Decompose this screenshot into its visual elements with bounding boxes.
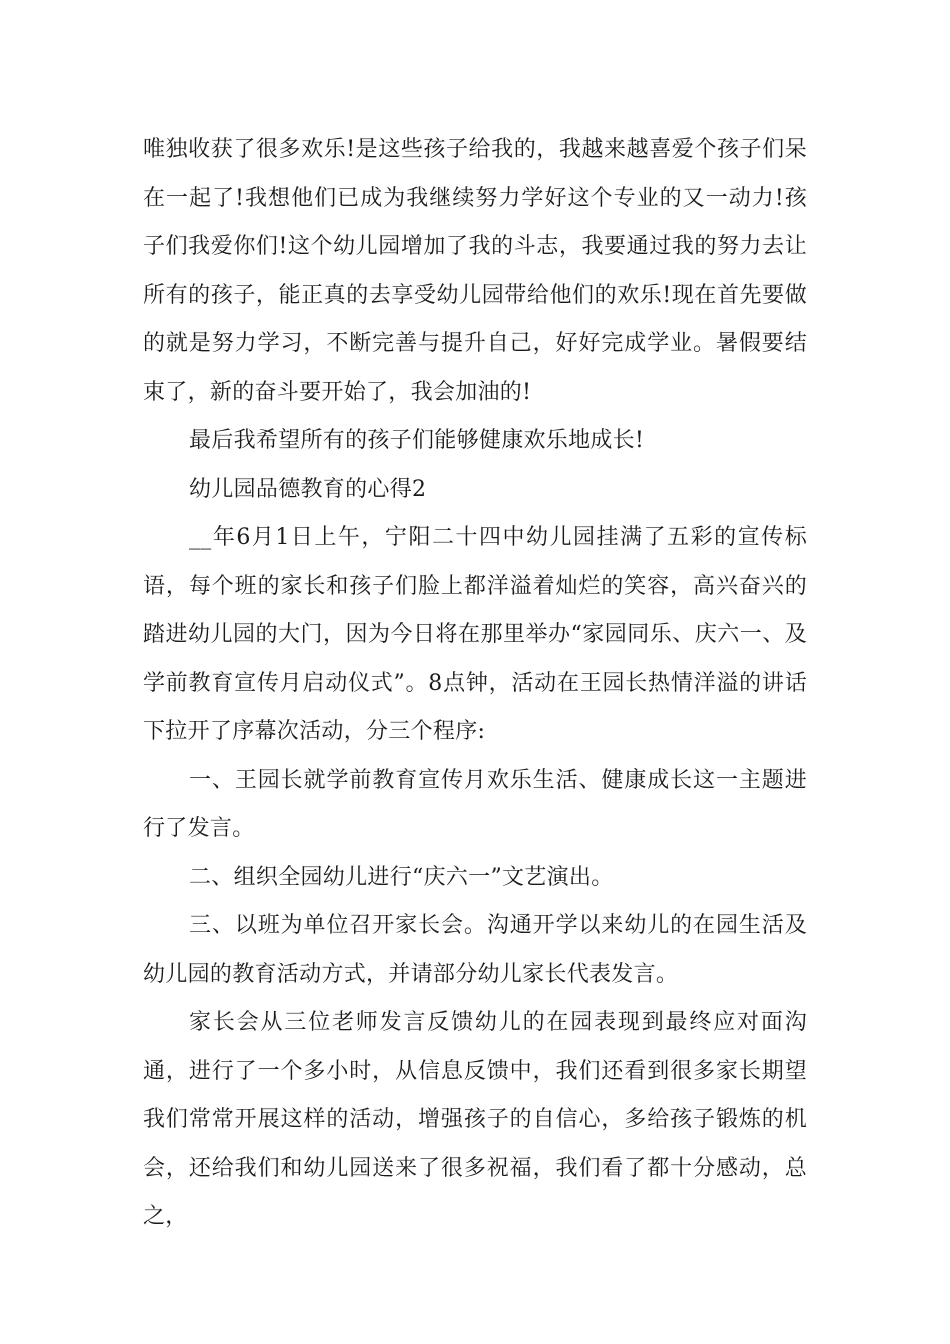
- list-item-one: 一、王园长就学前教育宣传月欢乐生活、健康成长这一主题进行了发言。: [143, 767, 807, 841]
- paragraph-parent-meeting: 家长会从三位老师发言反馈幼儿的在园表现到最终应对面沟通，进行了一个多小时，从信息反馈中，我们还看到很多家长期望我们常常开展这样的活动，增强孩子的自信心，多给孩子锻炼的机会，还给我们和幼儿园送来了很多祝福，我们看了都十分感动，总之，: [143, 1010, 807, 1229]
- paragraph-continuation: 唯独收获了很多欢乐!是这些孩子给我的，我越来越喜爱个孩子们呆在一起了!我想他们已成为我继续努力学好这个专业的又一动力!孩子们我爱你们!这个幼儿园增加了我的斗志，我要通过我的努力去让所有的孩子，能正真的去享受幼儿园带给他们的欢乐!现在首先要做的就是努力学习，不断完善与提升自己，好好完成学业。暑假要结束了，新的奋斗要开始了，我会加油的!: [143, 137, 807, 405]
- paragraph-closing-wish: 最后我希望所有的孩子们能够健康欢乐地成长!: [189, 428, 645, 453]
- document-body: [143, 126, 807, 1242]
- list-item-three: 三、以班为单位召开家长会。沟通开学以来幼儿的在园生活及幼儿园的教育活动方式，并请部分幼儿家长代表发言。: [143, 913, 807, 987]
- list-item-two: 二、组织全园幼儿进行“庆六一”文艺演出。: [189, 864, 614, 890]
- section-heading: 幼儿园品德教育的心得2: [189, 476, 427, 502]
- paragraph-event-intro: __年6月1日上午，宁阳二十四中幼儿园挂满了五彩的宣传标语，每个班的家长和孩子们脸上都洋溢着灿烂的笑容，高兴奋兴的踏进幼儿园的大门，因为今日将在那里举办“家园同乐、庆六一、及学前教育宣传月启动仪式”。8点钟，活动在王园长热情洋溢的讲话下拉开了序幕次活动，分三个程序:: [143, 525, 807, 744]
